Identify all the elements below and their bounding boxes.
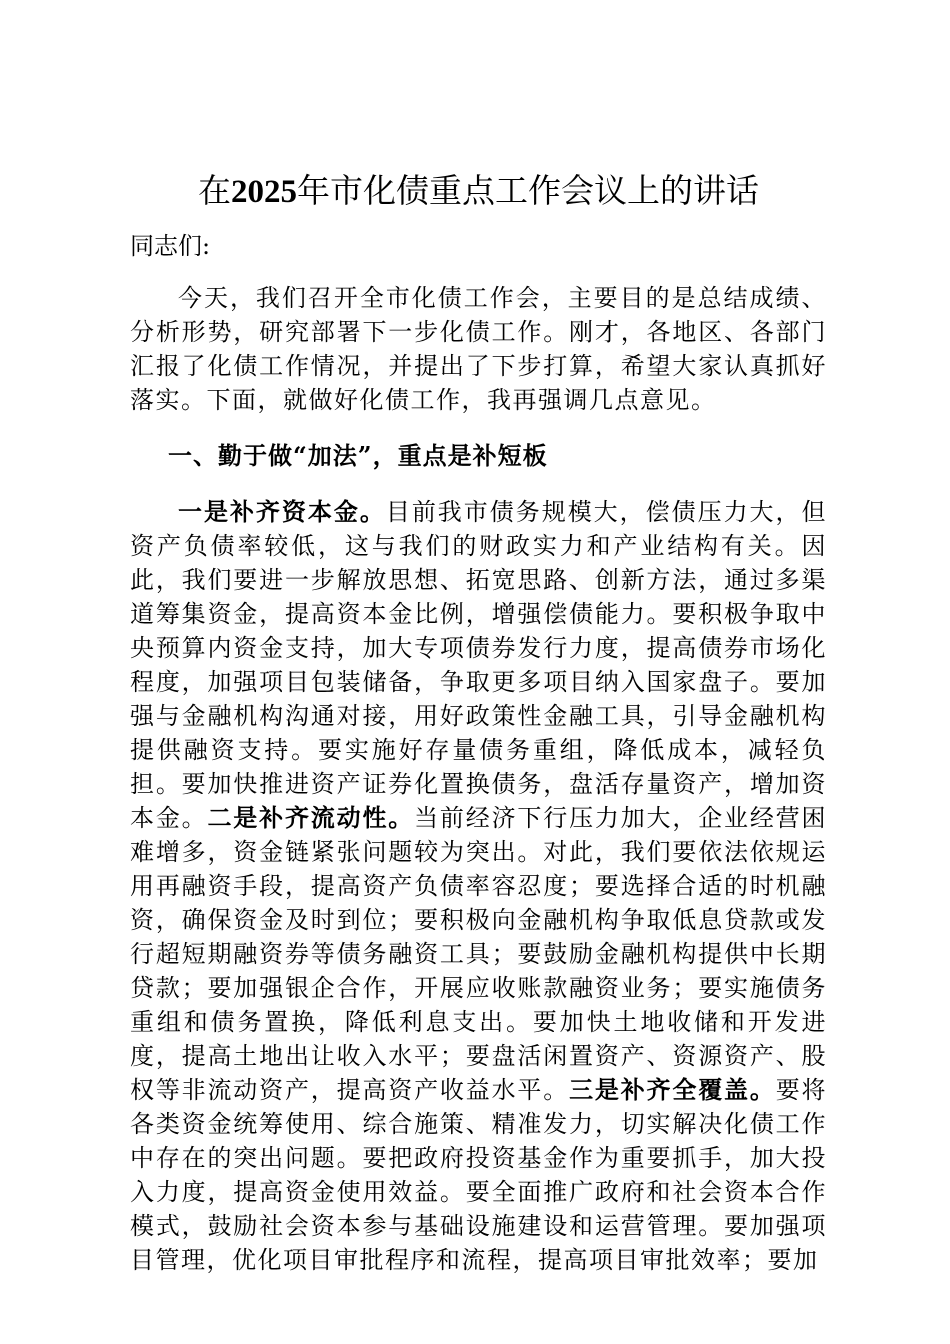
point-3-lead: 三是补齐全覆盖。 (569, 1075, 776, 1104)
section-heading-1: 一、勤于做“加法”，重点是补短板 (168, 441, 548, 470)
point-1-text: 目前我市债务规模大，偿债压力大，但资产负债率较低，这与我们的财政实力和产业结构有关。因此，我们要进一步解放思想、拓宽思路、创新方法，通过多渠道筹集资金，提高资本金比例，增强偿债能力。要积极争取中央预算内资金支持，加大专项债券发行力度，提高债券市场化程度，加强项目包装储备，争取更多项目纳入国家盘子。要加强与金融机构沟通对接，用好政策性金融工具，引导金融机构提供融资支持。要实施好存量债务重组，降低成本，减轻负担。要加快推进资产证券化置换债务，盘活存量资产，增加资本金。 (130, 498, 828, 832)
title-year: 2025 (231, 174, 297, 210)
body-paragraph (130, 495, 827, 1277)
title-suffix: 年市化债重点工作会议上的讲话 (297, 171, 759, 210)
point-2-lead: 二是补齐流动性。 (207, 803, 415, 832)
title-prefix: 在 (198, 171, 231, 210)
point-2-text: 当前经济下行压力加大，企业经营困难增多，资金链紧张问题较为突出。对此，我们要依法依规运用再融资手段，提高资产负债率容忍度；要选择合适的时机融资，确保资金及时到位；要积极向金融机构争取低息贷款或发行超短期融资券等债务融资工具；要鼓励金融机构提供中长期贷款；要加强银企合作，开展应收账款融资业务；要实施债务重组和债务置换，降低利息支出。要加快土地收储和开发进度，提高土地出让收入水平；要盘活闲置资产、资源资产、股权等非流动资产，提高资产收益水平。 (130, 804, 828, 1104)
page-title (130, 168, 827, 215)
point-3-text: 要将各类资金统筹使用、综合施策、精准发力，切实解决化债工作中存在的突出问题。要把政府投资基金作为重要抓手，加大投入力度，提高资金使用效益。要全面推广政府和社会资本合作模式，鼓励社会资本参与基础设施建设和运营管理。要加强项目管理，优化项目审批程序和流程，提高项目审批效率；要加 (130, 1076, 828, 1274)
intro-paragraph: 今天，我们召开全市化债工作会，主要目的是总结成绩、分析形势，研究部署下一步化债工作。刚才，各地区、各部门汇报了化债工作情况，并提出了下步打算，希望大家认真抓好落实。下面，就做好化债工作，我再强调几点意见。 (130, 284, 827, 414)
document-page (130, 168, 827, 1277)
salutation: 同志们: (130, 232, 211, 260)
point-1-lead: 一是补齐资本金。 (178, 497, 386, 526)
